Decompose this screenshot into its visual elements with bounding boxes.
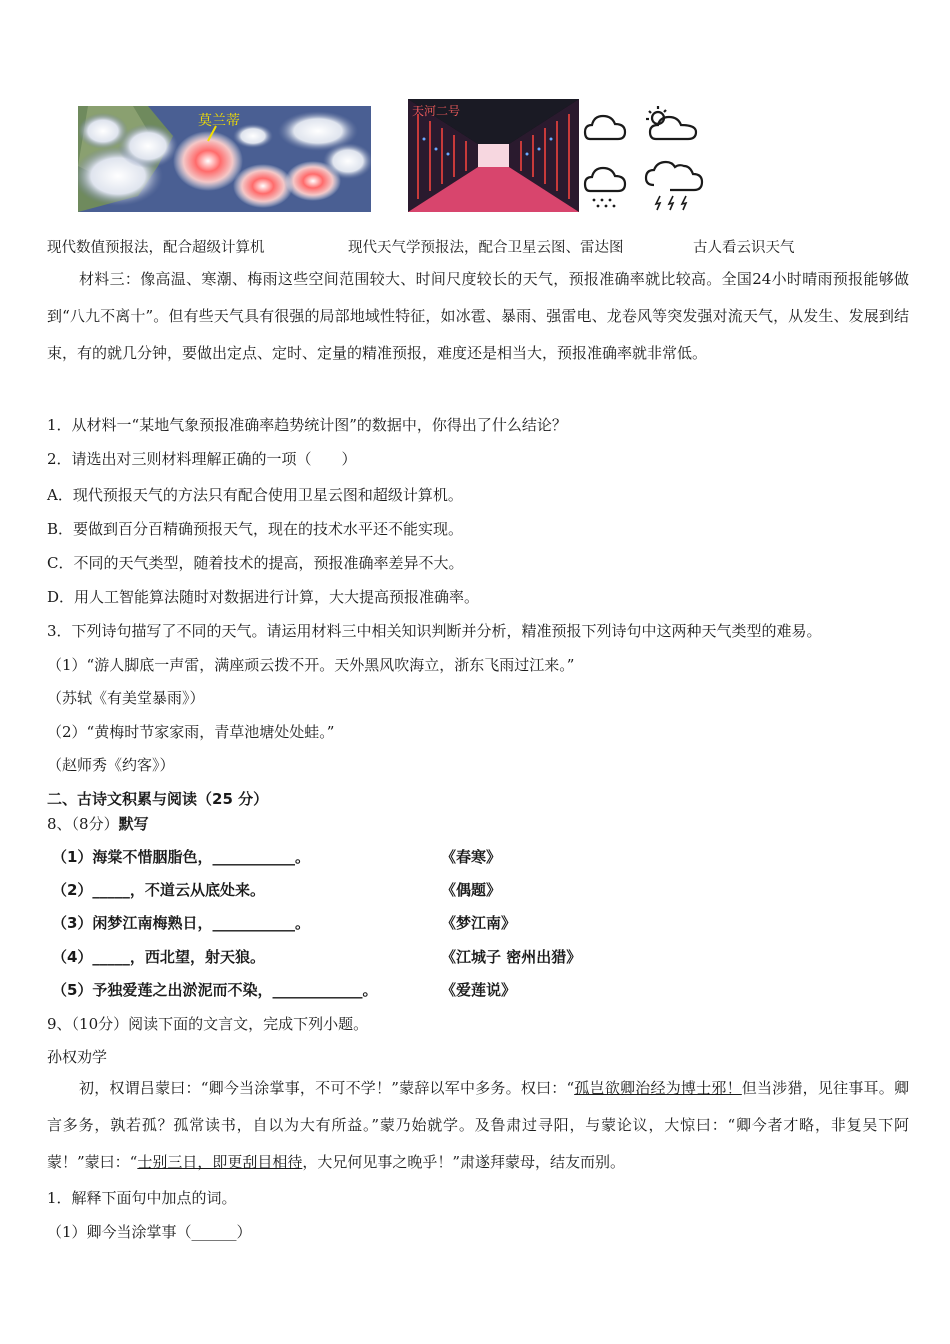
dictation-line-1: （1）海棠不惜胭脂色，___________。	[52, 848, 310, 866]
poem-1: （1）“游人脚底一声雷，满座顽云拨不开。天外黑风吹海立，浙东飞雨过江来。”	[47, 656, 575, 674]
cloud-icon	[585, 116, 625, 139]
dictation-line-2: （2）_____，不道云从底处来。	[52, 881, 265, 899]
passage-underline-2: 士别三日，即更刮目相待	[137, 1153, 303, 1171]
option-d[interactable]: D．用人工智能算法随时对数据进行计算，大大提高预报准确率。	[47, 588, 480, 606]
caption-numerical-forecast: 现代数值预报法，配合超级计算机	[47, 240, 265, 256]
classical-passage	[47, 1070, 909, 1181]
dictation-source-1: 《春寒》	[441, 848, 502, 866]
option-a[interactable]: A．现代预报天气的方法只有配合使用卫星云图和超级计算机。	[47, 486, 463, 504]
dictation-line-5: （5）予独爱莲之出淤泥而不染，____________。	[52, 981, 378, 999]
poem-2: （2）“黄梅时节家家雨，青草池塘处处蛙。”	[47, 723, 335, 741]
passage-part-1: 初，权谓吕蒙曰：“卿今当涂掌事，不可不学！”蒙辞以军中多务。权曰：“	[79, 1079, 575, 1097]
question-8-number: 8、（8分）	[47, 815, 119, 833]
dictation-line-4: （4）_____，西北望，射天狼。	[52, 948, 265, 966]
dictation-source-3: 《梦江南》	[441, 914, 517, 932]
partly-sunny-icon	[646, 106, 696, 139]
dictation-source-4: 《江城子 密州出猎》	[441, 948, 582, 966]
option-c[interactable]: C．不同的天气类型，随着技术的提高，预报准确率差异不大。	[47, 554, 464, 572]
sub-question-1: 1．解释下面句中加点的词。	[47, 1189, 237, 1207]
material-three-paragraph: 材料三：像高温、寒潮、梅雨这些空间范围较大、时间尺度较长的天气，预报准确率就比较高。全国24小时晴雨预报能够做到“八九不离十”。但有些天气具有很强的局部地域性特征，如冰雹、暴雨、强雷电、龙卷风等突发强对流天气，从发生、发展到结束，有的就几分钟，要做出定点、定时、定量的精准预报，难度还是相当大，预报准确率就非常低。	[47, 270, 909, 362]
question-9: 9、（10分）阅读下面的文言文，完成下列小题。	[47, 1015, 369, 1033]
passage-underline-1: 孤岂欲卿治经为博士邪！	[574, 1079, 742, 1097]
satellite-cloud-image	[78, 106, 371, 212]
option-b[interactable]: B．要做到百分百精确预报天气，现在的技术水平还不能实现。	[47, 520, 464, 538]
dictation-line-3: （3）闲梦江南梅熟日，___________。	[52, 914, 310, 932]
passage-title: 孙权劝学	[47, 1048, 108, 1066]
dictation-source-5: 《爱莲说》	[441, 981, 517, 999]
question-8-heading	[47, 813, 149, 834]
section-2-title: 二、古诗文积累与阅读（25 分）	[47, 790, 269, 808]
question-3: 3．下列诗句描写了不同的天气。请运用材料三中相关知识判断并分析，精准预报下列诗句中这两种天气类型的难易。	[47, 622, 822, 640]
supercomputer-label: 天河二号	[412, 104, 461, 118]
passage-part-2: 但当涉猎，见往事耳。卿言多务，孰若孤？孤常读书，自以为大有所益。”蒙乃始就学。及鲁肃过寻阳，与蒙论议，大惊曰：“卿今者才略，非复吴下阿蒙！”蒙曰：“	[47, 1079, 909, 1171]
thunderstorm-icon	[646, 162, 702, 210]
satellite-cloud-svg	[78, 106, 371, 212]
typhoon-label: 莫兰蒂	[198, 113, 240, 129]
question-8-label: 默写	[118, 815, 149, 833]
caption-ancient-forecast: 古人看云识天气	[693, 240, 795, 256]
supercomputer-image	[408, 99, 579, 212]
dictation-source-2: 《偶题》	[441, 881, 502, 899]
caption-weather-forecast: 现代天气学预报法，配合卫星云图、雷达图	[348, 240, 624, 256]
poem-2-source: （赵师秀《约客》）	[47, 756, 175, 774]
supercomputer-svg	[408, 99, 579, 212]
question-2: 2．请选出对三则材料理解正确的一项（ ）	[47, 450, 357, 468]
snow-cloud-icon	[585, 168, 625, 207]
question-1: 1．从材料一“某地气象预报准确率趋势统计图”的数据中，你得出了什么结论？	[47, 416, 567, 434]
weather-icons	[582, 104, 707, 214]
sub-question-1-1: （1）卿今当涂掌事（______）	[47, 1223, 252, 1241]
poem-1-source: （苏轼《有美堂暴雨》）	[47, 689, 205, 707]
passage-part-3: ，大兄何见事之晚乎！”肃遂拜蒙母，结友而别。	[302, 1153, 626, 1171]
